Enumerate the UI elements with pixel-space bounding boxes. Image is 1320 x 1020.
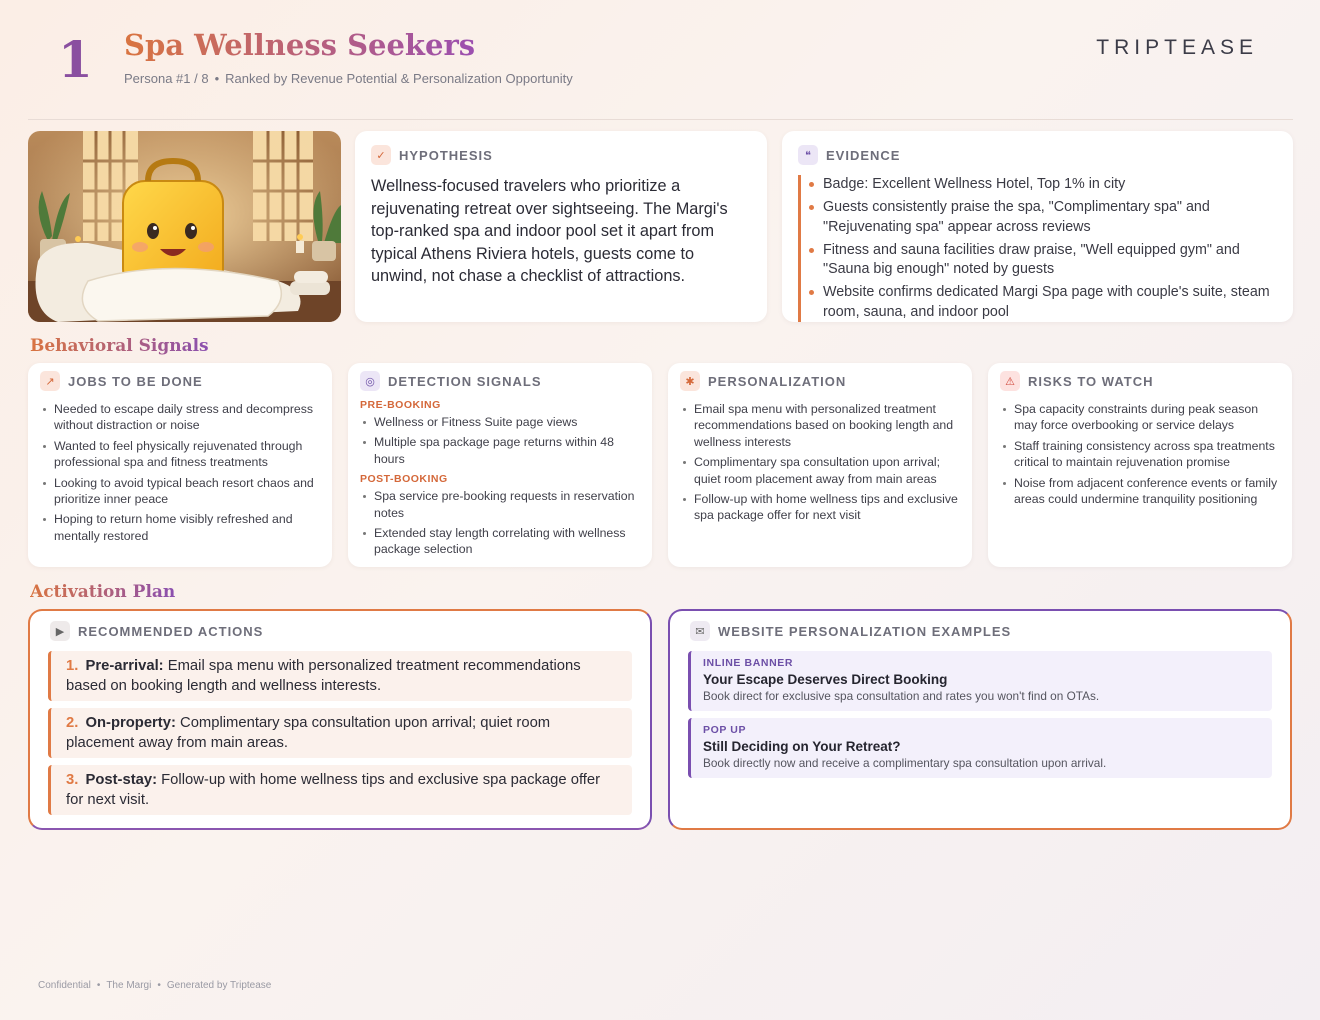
persona-illustration	[28, 131, 341, 322]
action-item-on-property	[48, 708, 632, 758]
list-item: Complimentary spa consultation upon arrival; quiet room placement away from main areas	[680, 454, 960, 487]
example-headline: Still Deciding on Your Retreat?	[703, 739, 901, 754]
play-icon: ▶	[50, 621, 70, 641]
example-body: Book direct for exclusive spa consultation and rates you won't find on OTAs.	[703, 689, 1100, 703]
pre-booking-label: PRE-BOOKING	[360, 399, 441, 411]
ranking-note: Ranked by Revenue Potential & Personalization Opportunity	[225, 71, 573, 86]
list-item: Wellness or Fitness Suite page views	[360, 414, 640, 430]
page-subtitle: Persona #1 / 8 • Ranked by Revenue Potential & Personalization Opportunity	[124, 71, 573, 86]
personalization-card	[668, 363, 972, 567]
example-inline-banner	[688, 651, 1272, 711]
behavioral-signals-heading: Behavioral Signals	[30, 336, 209, 356]
example-body: Book directly now and receive a complimentary spa consultation upon arrival.	[703, 756, 1107, 770]
action-text: Email spa menu with personalized treatment recommendations based on booking length and wellness interests.	[66, 658, 581, 694]
list-item: Follow-up with home wellness tips and exclusive spa package offer for next visit	[680, 491, 960, 524]
jobs-label: JOBS TO BE DONE	[68, 373, 203, 389]
list-item: Needed to escape daily stress and decompress without distraction or noise	[40, 401, 320, 434]
brand-logo: TRIPTEASE	[1096, 36, 1258, 59]
list-item: Badge: Excellent Wellness Hotel, Top 1% in city	[823, 175, 1277, 194]
list-item: Website confirms dedicated Margi Spa page with couple's suite, steam room, sauna, and indoor pool	[823, 283, 1277, 322]
envelope-icon: ✉	[690, 621, 710, 641]
footer-hotel: The Margi	[106, 980, 152, 991]
action-lead: On-property:	[85, 715, 176, 731]
action-text: Follow-up with home wellness tips and exclusive spa package offer for next visit.	[66, 772, 601, 808]
activation-plan-heading: Activation Plan	[30, 582, 176, 602]
recommended-actions-panel	[28, 609, 652, 830]
actions-label: RECOMMENDED ACTIONS	[78, 623, 264, 639]
example-pop-up	[688, 718, 1272, 778]
risks-label: RISKS TO WATCH	[1028, 373, 1154, 389]
list-item: Spa service pre-booking requests in reservation notes	[360, 488, 640, 521]
check-icon: ✓	[371, 145, 391, 165]
action-number: 2.	[66, 715, 79, 731]
list-item: Noise from adjacent conference events or family areas could undermine tranquility positioning	[1000, 475, 1280, 508]
list-item: Looking to avoid typical beach resort chaos and prioritize inner peace	[40, 475, 320, 508]
action-lead: Pre-arrival:	[85, 658, 164, 674]
action-number: 1.	[66, 658, 79, 674]
example-type: INLINE BANNER	[703, 657, 794, 669]
jobs-to-be-done-card	[28, 363, 332, 567]
action-text: Complimentary spa consultation upon arrival; quiet room placement away from main areas.	[66, 715, 551, 751]
detection-signals-card	[348, 363, 652, 567]
footer-confidential: Confidential	[38, 980, 91, 991]
page-header	[0, 0, 1320, 120]
footer-generated: Generated by Triptease	[166, 980, 272, 991]
hypothesis-label: HYPOTHESIS	[399, 147, 493, 163]
warning-icon: ⚠	[1000, 371, 1020, 391]
persona-label: Persona #1 / 8	[124, 71, 209, 86]
list-item: Wanted to feel physically rejuvenated through professional spa and fitness treatments	[40, 438, 320, 471]
action-lead: Post-stay:	[85, 772, 158, 788]
list-item: Hoping to return home visibly refreshed and mentally restored	[40, 511, 320, 544]
list-item: Multiple spa package page returns within 48 hours	[360, 434, 640, 467]
target-icon: ◎	[360, 371, 380, 391]
list-item: Extended stay length correlating with wellness package selection	[360, 525, 640, 558]
list-item: Fitness and sauna facilities draw praise, "Well equipped gym" and "Sauna big enough" noted by guests	[823, 241, 1277, 280]
evidence-card	[782, 131, 1293, 322]
action-number: 3.	[66, 772, 79, 788]
website-personalization-panel	[668, 609, 1292, 830]
hypothesis-card	[355, 131, 767, 322]
example-headline: Your Escape Deserves Direct Booking	[703, 672, 948, 687]
post-booking-label: POST-BOOKING	[360, 473, 448, 486]
persona-rank: 1	[58, 30, 93, 89]
personalization-label: PERSONALIZATION	[708, 373, 847, 389]
website-label: WEBSITE PERSONALIZATION EXAMPLES	[718, 623, 1012, 639]
list-item: Guests consistently praise the spa, "Complimentary spa" and "Rejuvenating spa" appear across reviews	[823, 198, 1277, 237]
list-item: Staff training consistency across spa treatments critical to maintain rejuvenation promise	[1000, 438, 1280, 471]
detection-label: DETECTION SIGNALS	[388, 373, 542, 389]
sparkle-icon: ✱	[680, 371, 700, 391]
page-footer: Confidential • The Margi • Generated by Triptease	[38, 980, 272, 991]
hypothesis-text: Wellness-focused travelers who prioritize a rejuvenating retreat over sightseeing. The Margi's top-ranked spa and indoor pool set it apart from typical Athens Riviera hotels, guests come to unwind, not chase a checklist of attractions.	[371, 177, 728, 286]
action-item-pre-arrival	[48, 651, 632, 701]
evidence-label: EVIDENCE	[826, 147, 901, 163]
risks-card	[988, 363, 1292, 567]
list-item: Email spa menu with personalized treatment recommendations based on booking length and wellness interests	[680, 401, 960, 450]
list-item: Spa capacity constraints during peak season may force overbooking or service delays	[1000, 401, 1280, 434]
action-item-post-stay	[48, 765, 632, 815]
page-title: Spa Wellness Seekers	[124, 28, 476, 62]
evidence-list	[798, 175, 1277, 322]
example-type: POP UP	[703, 724, 747, 736]
header-divider	[28, 119, 1293, 120]
trend-arrow-icon: ↗	[40, 371, 60, 391]
quote-icon: ❝	[798, 145, 818, 165]
